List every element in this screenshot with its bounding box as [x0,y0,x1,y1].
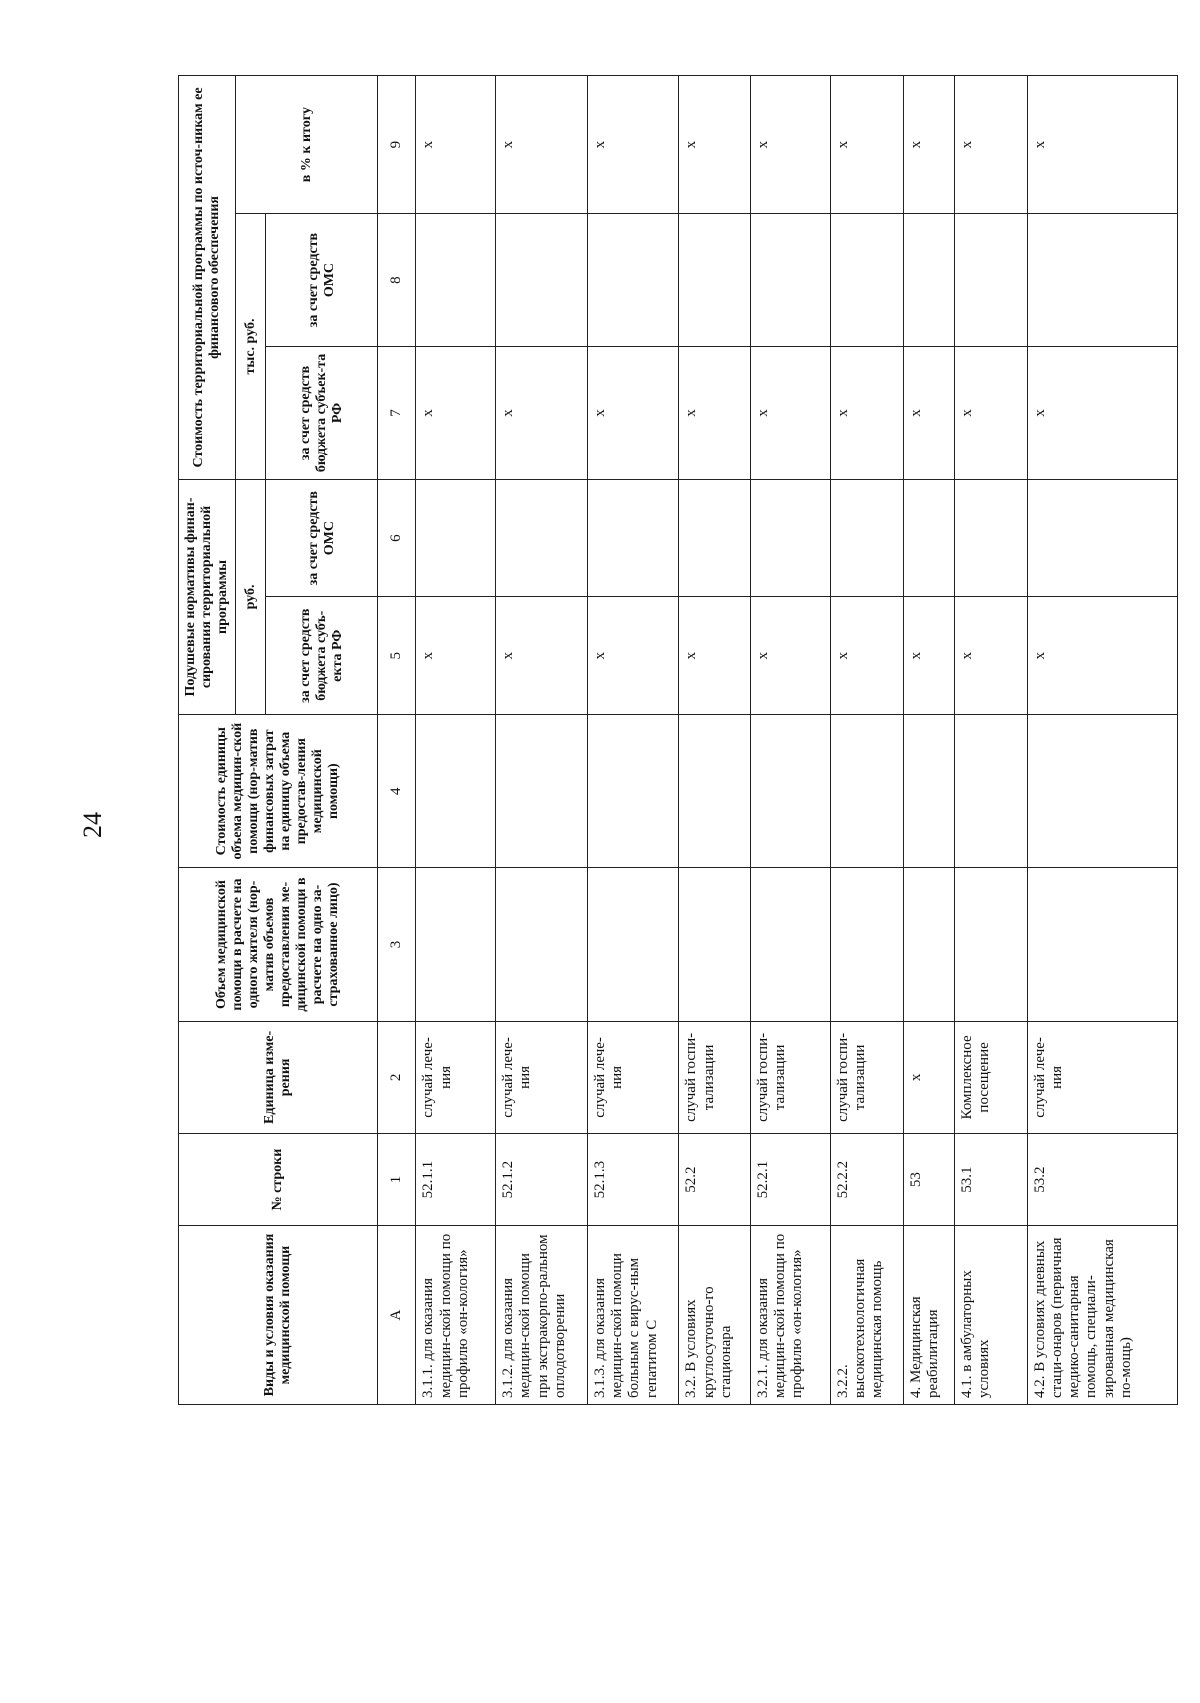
row-name: 3.2.1. для оказания медицин-ской помощи по профилю «он-кология» [750,1226,830,1405]
table-row [1027,76,1177,1405]
row-col-4 [750,715,830,868]
row-col-4 [954,715,1027,868]
header-unit-rub: руб. [236,479,266,714]
table-row [750,76,830,1405]
row-col-8 [1027,214,1177,347]
row-col-7: х [830,347,903,480]
column-number-5: 5 [378,597,416,715]
table-body [416,76,1178,1405]
row-col-5: х [679,597,750,715]
row-col-3 [750,868,830,1021]
row-col-6 [587,479,679,597]
row-col-5: х [587,597,679,715]
row-col-9: х [496,76,588,214]
row-line-number: 52.2.1 [750,1134,830,1226]
row-col-6 [903,479,954,597]
row-name: 3.2. В условиях круглосуточно-го стационара [679,1226,750,1405]
row-col-8 [587,214,679,347]
row-line-number: 52.1.2 [496,1134,588,1226]
column-number-7: 7 [378,347,416,480]
row-col-9: х [750,76,830,214]
row-name: 3.1.2. для оказания медицин-ской помощи при экстракорпо-ральном оплодотворении [496,1226,588,1405]
column-number-8: 8 [378,214,416,347]
header-col-1: № строки [179,1134,378,1226]
column-number-1: 1 [378,1134,416,1226]
row-col-9: х [679,76,750,214]
row-unit: случай лече-ния [416,1021,496,1133]
row-unit: Комплексное посещение [954,1021,1027,1133]
table-row [416,76,496,1405]
row-col-6 [954,479,1027,597]
row-col-3 [587,868,679,1021]
row-col-6 [1027,479,1177,597]
row-col-8 [679,214,750,347]
row-col-4 [587,715,679,868]
column-number-4: 4 [378,715,416,868]
row-col-7: х [1027,347,1177,480]
header-group-norms: Подушевые нормативы финан-сирования территориальной программы [179,479,236,714]
row-col-7: х [587,347,679,480]
row-col-9: х [587,76,679,214]
row-line-number: 52.1.1 [416,1134,496,1226]
row-col-7: х [679,347,750,480]
column-number-9: 9 [378,76,416,214]
column-number-6: 6 [378,479,416,597]
row-col-3 [1027,868,1177,1021]
row-col-3 [416,868,496,1021]
row-col-7: х [903,347,954,480]
row-col-5: х [750,597,830,715]
header-col-2: Единица изме-рения [179,1021,378,1133]
row-col-5: х [903,597,954,715]
row-unit: х [903,1021,954,1133]
table-row [830,76,903,1405]
row-col-8 [954,214,1027,347]
row-unit: случай лече-ния [587,1021,679,1133]
row-name: 3.2.2. высокотехнологичная медицинская помощь [830,1226,903,1405]
table-row [903,76,954,1405]
row-unit: случай госпи-тализации [750,1021,830,1133]
row-col-6 [830,479,903,597]
row-col-7: х [954,347,1027,480]
rotated-table-wrapper [178,75,1178,1405]
row-col-3 [679,868,750,1021]
table-row [496,76,588,1405]
row-name: 4. Медицинская реабилитация [903,1226,954,1405]
table-row [587,76,679,1405]
row-col-3 [496,868,588,1021]
row-col-4 [830,715,903,868]
table-row [679,76,750,1405]
row-col-5: х [830,597,903,715]
row-col-8 [830,214,903,347]
header-unit-thousand-rub: тыс. руб. [236,214,266,480]
row-col-4 [1027,715,1177,868]
row-unit: случай госпи-тализации [679,1021,750,1133]
row-col-5: х [416,597,496,715]
row-col-5: х [496,597,588,715]
row-col-3 [903,868,954,1021]
row-col-5: х [954,597,1027,715]
row-col-4 [903,715,954,868]
row-line-number: 53 [903,1134,954,1226]
header-col-9: в % к итогу [236,76,378,214]
row-col-6 [750,479,830,597]
row-col-7: х [750,347,830,480]
row-name: 4.2. В условиях дневных стаци-онаров (первичная медико-санитарная помощь, специали-зированная медицинская по-мощь) [1027,1226,1177,1405]
header-col-8: за счет средств ОМС [266,214,378,347]
header-col-7: за счет средств бюджета субъек-та РФ [266,347,378,480]
row-col-9: х [1027,76,1177,214]
row-name: 3.1.1. для оказания медицин-ской помощи по профилю «он-кология» [416,1226,496,1405]
row-unit: случай лече-ния [1027,1021,1177,1133]
row-col-4 [679,715,750,868]
row-line-number: 52.2.2 [830,1134,903,1226]
row-unit: случай госпи-тализации [830,1021,903,1133]
row-col-8 [416,214,496,347]
header-col-5: за счет средств бюджета субъ-екта РФ [266,597,378,715]
column-number-2: 2 [378,1021,416,1133]
row-col-5: х [1027,597,1177,715]
header-col-3: Объем медицинской помощи в расчете на одного жителя (нор-матив объемов предоставления ме-дицинской помощи в расчете на одно за-страхованное лицо) [179,868,378,1021]
row-col-9: х [903,76,954,214]
row-line-number: 53.1 [954,1134,1027,1226]
row-col-8 [496,214,588,347]
row-col-6 [416,479,496,597]
row-col-9: х [416,76,496,214]
row-col-9: х [830,76,903,214]
row-unit: случай лече-ния [496,1021,588,1133]
row-name: 3.1.3. для оказания медицин-ской помощи больным с вирус-ным гепатитом С [587,1226,679,1405]
row-name: 4.1. в амбулаторных условиях [954,1226,1027,1405]
page-number: 24 [78,812,107,838]
table-row [954,76,1027,1405]
header-col-a: Виды и условия оказания медицинской помощи [179,1226,378,1405]
row-col-6 [679,479,750,597]
row-line-number: 52.1.3 [587,1134,679,1226]
row-col-3 [830,868,903,1021]
row-col-6 [496,479,588,597]
column-number-a: А [378,1226,416,1405]
row-line-number: 52.2 [679,1134,750,1226]
column-number-3: 3 [378,868,416,1021]
financing-table [178,75,1178,1405]
row-col-8 [903,214,954,347]
row-col-9: х [954,76,1027,214]
header-col-4: Стоимость единицы объема медицин-ской помощи (нор-матив финансовых затрат на единицу объема предостав-ления медицинской помощи) [179,715,378,868]
header-col-6: за счет средств ОМС [266,479,378,597]
row-col-8 [750,214,830,347]
header-group-cost: Стоимость территориальной программы по источ-никам ее финансового обеспечения [179,76,236,480]
row-col-4 [416,715,496,868]
row-col-3 [954,868,1027,1021]
row-col-7: х [416,347,496,480]
row-col-4 [496,715,588,868]
row-line-number: 53.2 [1027,1134,1177,1226]
row-col-7: х [496,347,588,480]
